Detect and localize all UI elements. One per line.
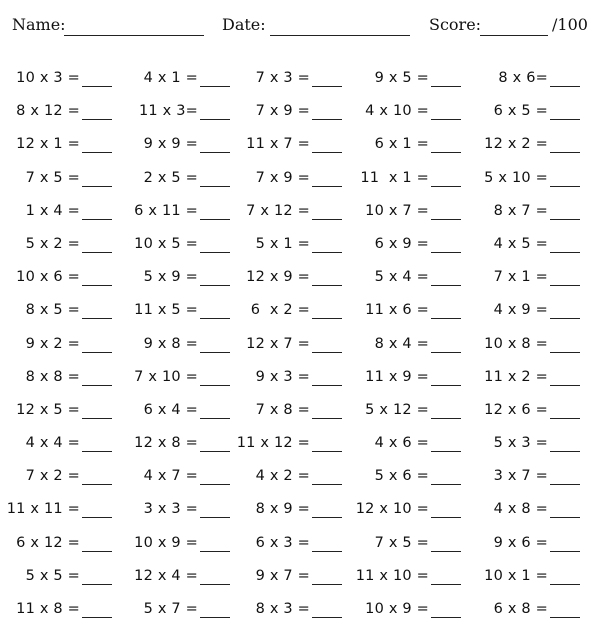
problem-cell [468, 164, 586, 197]
answer-blank[interactable] [200, 385, 230, 386]
answer-blank[interactable] [82, 352, 112, 353]
problem-cell [230, 529, 348, 562]
problem-cell [0, 495, 118, 528]
problem-cell [349, 429, 467, 462]
problem-expression: 12 x 2 = [484, 136, 548, 153]
problem-row [0, 263, 600, 296]
problem-cell [468, 64, 586, 97]
problem-row [0, 462, 600, 495]
problem-expression: 5 x 7 = [143, 601, 198, 617]
problem-row [0, 562, 600, 595]
problem-cell [118, 529, 236, 562]
answer-blank[interactable] [550, 285, 580, 286]
answer-blank[interactable] [312, 517, 342, 518]
answer-blank[interactable] [200, 186, 230, 187]
answer-blank[interactable] [200, 86, 230, 87]
problem-cell [349, 396, 467, 429]
answer-blank[interactable] [200, 551, 230, 552]
problem-cell [118, 97, 236, 130]
problem-expression: 8 x 9 = [255, 501, 310, 518]
answer-blank[interactable] [312, 152, 342, 153]
answer-blank[interactable] [431, 252, 461, 253]
answer-blank[interactable] [82, 517, 112, 518]
problem-expression: 6 x 4 = [143, 401, 198, 418]
answer-blank[interactable] [550, 119, 580, 120]
answer-blank[interactable] [82, 484, 112, 485]
answer-blank[interactable] [312, 617, 342, 618]
answer-blank[interactable] [200, 352, 230, 353]
problem-cell [118, 164, 236, 197]
problem-cell [230, 64, 348, 97]
score-field[interactable] [480, 35, 548, 36]
answer-blank[interactable] [431, 285, 461, 286]
answer-blank[interactable] [312, 252, 342, 253]
problem-row [0, 164, 600, 197]
answer-blank[interactable] [312, 352, 342, 353]
problem-expression: 12 x 10 = [355, 501, 429, 518]
answer-blank[interactable] [312, 119, 342, 120]
problem-cell [118, 64, 236, 97]
answer-blank[interactable] [550, 617, 580, 618]
problem-cell [468, 97, 586, 130]
problem-cell [349, 330, 467, 363]
problem-cell [349, 64, 467, 97]
answer-blank[interactable] [82, 252, 112, 253]
problem-cell [230, 495, 348, 528]
problem-expression: 6 x 1 = [374, 136, 429, 153]
problem-expression: 5 x 4 = [374, 269, 429, 286]
problem-cell [118, 230, 236, 263]
problem-cell [349, 495, 467, 528]
problem-cell [230, 97, 348, 130]
problem-cell [0, 64, 118, 97]
problem-cell [118, 429, 236, 462]
problem-expression: 9 x 9 = [143, 136, 198, 153]
problem-cell [349, 529, 467, 562]
problem-expression: 8 x 5 = [25, 302, 80, 319]
problem-cell [118, 263, 236, 296]
answer-blank[interactable] [200, 152, 230, 153]
answer-blank[interactable] [200, 517, 230, 518]
worksheet-header [12, 14, 592, 40]
answer-blank[interactable] [82, 584, 112, 585]
problem-cell [468, 330, 586, 363]
problem-cell [0, 396, 118, 429]
problem-cell [0, 429, 118, 462]
problem-cell [0, 197, 118, 230]
problem-cell [230, 230, 348, 263]
problem-cell [468, 197, 586, 230]
problem-row [0, 529, 600, 562]
problem-expression: 11 x 6 = [365, 302, 429, 319]
answer-blank[interactable] [82, 617, 112, 618]
answer-blank[interactable] [82, 219, 112, 220]
problem-row [0, 296, 600, 329]
answer-blank[interactable] [82, 551, 112, 552]
answer-blank[interactable] [312, 584, 342, 585]
problem-expression: 11 x 7 = [246, 136, 310, 153]
problem-expression: 4 x 6 = [374, 435, 429, 452]
problem-cell [0, 330, 118, 363]
problem-expression: 7 x 1 = [493, 269, 548, 286]
problem-expression: 12 x 1 = [16, 136, 80, 153]
problem-cell [230, 363, 348, 396]
problem-expression: 7 x 12 = [246, 202, 310, 219]
answer-blank[interactable] [312, 186, 342, 187]
problem-expression: 6 x 11 = [134, 202, 198, 219]
problem-expression: 6 x 5 = [493, 103, 548, 120]
problem-grid [0, 64, 600, 628]
problem-cell [349, 230, 467, 263]
answer-blank[interactable] [431, 152, 461, 153]
problem-expression: 5 x 1 = [255, 235, 310, 252]
answer-blank[interactable] [431, 584, 461, 585]
problem-expression: 4 x 5 = [493, 235, 548, 252]
problem-expression: 5 x 3 = [493, 435, 548, 452]
problem-expression: 5 x 9 = [143, 269, 198, 286]
name-label: Name: [12, 15, 66, 34]
problem-cell [0, 130, 118, 163]
problem-expression: 5 x 12 = [365, 401, 429, 418]
date-label: Date: [222, 15, 266, 34]
problem-cell [349, 562, 467, 595]
problem-expression: 9 x 6 = [493, 534, 548, 551]
problem-cell [118, 363, 236, 396]
problem-cell [468, 562, 586, 595]
problem-expression: 10 x 6 = [16, 269, 80, 286]
problem-cell [230, 562, 348, 595]
problem-expression: 10 x 7 = [365, 202, 429, 219]
problem-expression: 8 x 8 = [25, 368, 80, 385]
answer-blank[interactable] [431, 484, 461, 485]
problem-expression: 9 x 2 = [25, 335, 80, 352]
problem-cell [468, 296, 586, 329]
answer-blank[interactable] [200, 584, 230, 585]
problem-expression: 4 x 1 = [143, 70, 198, 86]
answer-blank[interactable] [550, 517, 580, 518]
answer-blank[interactable] [550, 318, 580, 319]
answer-blank[interactable] [550, 86, 580, 87]
answer-blank[interactable] [550, 186, 580, 187]
answer-blank[interactable] [312, 484, 342, 485]
answer-blank[interactable] [82, 285, 112, 286]
problem-expression: 11 x 1 = [360, 169, 429, 186]
score-total: /100 [552, 15, 588, 34]
problem-cell [0, 230, 118, 263]
problem-cell [118, 396, 236, 429]
answer-blank[interactable] [82, 152, 112, 153]
answer-blank[interactable] [200, 418, 230, 419]
problem-cell [230, 296, 348, 329]
problem-cell [230, 130, 348, 163]
answer-blank[interactable] [431, 418, 461, 419]
problem-expression: 2 x 5 = [143, 169, 198, 186]
answer-blank[interactable] [200, 451, 230, 452]
problem-cell [230, 164, 348, 197]
answer-blank[interactable] [82, 385, 112, 386]
answer-blank[interactable] [431, 186, 461, 187]
problem-cell [468, 396, 586, 429]
problem-cell [349, 97, 467, 130]
problem-expression: 8 x 3 = [255, 601, 310, 617]
problem-expression: 4 x 4 = [25, 435, 80, 452]
problem-expression: 6 x 9 = [374, 235, 429, 252]
answer-blank[interactable] [550, 252, 580, 253]
problem-expression: 5 x 5 = [25, 567, 80, 584]
answer-blank[interactable] [550, 418, 580, 419]
problem-expression: 8 x 6= [498, 70, 548, 86]
problem-expression: 10 x 5 = [134, 235, 198, 252]
answer-blank[interactable] [550, 152, 580, 153]
problem-expression: 7 x 10 = [134, 368, 198, 385]
problem-cell [468, 363, 586, 396]
answer-blank[interactable] [82, 86, 112, 87]
problem-cell [349, 130, 467, 163]
answer-blank[interactable] [550, 451, 580, 452]
problem-cell [230, 263, 348, 296]
problem-row [0, 330, 600, 363]
problem-expression: 4 x 9 = [493, 302, 548, 319]
problem-cell [349, 197, 467, 230]
problem-expression: 11 x 2 = [484, 368, 548, 385]
problem-expression: 10 x 3 = [16, 70, 80, 86]
problem-expression: 6 x 3 = [255, 534, 310, 551]
problem-expression: 11 x 12 = [236, 435, 310, 452]
answer-blank[interactable] [431, 119, 461, 120]
problem-expression: 9 x 5 = [374, 70, 429, 86]
problem-expression: 11 x 11 = [6, 501, 80, 518]
problem-cell [349, 296, 467, 329]
answer-blank[interactable] [312, 219, 342, 220]
answer-blank[interactable] [431, 86, 461, 87]
problem-expression: 12 x 8 = [134, 435, 198, 452]
problem-cell [118, 495, 236, 528]
answer-blank[interactable] [312, 318, 342, 319]
problem-cell [349, 363, 467, 396]
answer-blank[interactable] [200, 318, 230, 319]
problem-cell [468, 230, 586, 263]
problem-cell [230, 429, 348, 462]
problem-expression: 4 x 7 = [143, 468, 198, 485]
problem-row [0, 396, 600, 429]
answer-blank[interactable] [550, 385, 580, 386]
problem-cell [468, 462, 586, 495]
problem-expression: 4 x 8 = [493, 501, 548, 518]
answer-blank[interactable] [82, 186, 112, 187]
problem-cell [0, 97, 118, 130]
problem-cell [0, 263, 118, 296]
answer-blank[interactable] [431, 385, 461, 386]
answer-blank[interactable] [550, 584, 580, 585]
problem-expression: 7 x 5 = [374, 534, 429, 551]
answer-blank[interactable] [312, 86, 342, 87]
problem-expression: 10 x 1 = [484, 567, 548, 584]
problem-expression: 5 x 6 = [374, 468, 429, 485]
answer-blank[interactable] [200, 219, 230, 220]
problem-expression: 12 x 9 = [246, 269, 310, 286]
problem-expression: 6 x 2 = [250, 302, 310, 319]
problem-cell [118, 197, 236, 230]
problem-row [0, 495, 600, 528]
problem-expression: 6 x 12 = [16, 534, 80, 551]
problem-expression: 11 x 3= [138, 103, 198, 120]
score-label: Score: [429, 15, 482, 34]
problem-expression: 8 x 7 = [493, 202, 548, 219]
answer-blank[interactable] [431, 517, 461, 518]
problem-expression: 7 x 9 = [255, 169, 310, 186]
problem-cell [118, 296, 236, 329]
problem-expression: 10 x 9 = [365, 601, 429, 617]
problem-expression: 12 x 7 = [246, 335, 310, 352]
answer-blank[interactable] [431, 318, 461, 319]
problem-expression: 9 x 8 = [143, 335, 198, 352]
date-field[interactable] [270, 35, 410, 36]
problem-cell [118, 562, 236, 595]
problem-row [0, 97, 600, 130]
problem-cell [230, 396, 348, 429]
problem-expression: 11 x 5 = [134, 302, 198, 319]
problem-expression: 3 x 7 = [493, 468, 548, 485]
problem-cell [0, 296, 118, 329]
problem-cell [0, 462, 118, 495]
problem-row [0, 130, 600, 163]
problem-cell [118, 130, 236, 163]
answer-blank[interactable] [82, 318, 112, 319]
problem-expression: 9 x 7 = [255, 567, 310, 584]
answer-blank[interactable] [550, 219, 580, 220]
problem-cell [0, 363, 118, 396]
problem-row [0, 64, 600, 97]
problem-row [0, 197, 600, 230]
problem-expression: 4 x 2 = [255, 468, 310, 485]
problem-row [0, 429, 600, 462]
problem-cell [349, 164, 467, 197]
problem-expression: 11 x 8 = [16, 601, 80, 617]
answer-blank[interactable] [550, 484, 580, 485]
answer-blank[interactable] [312, 551, 342, 552]
answer-blank[interactable] [550, 551, 580, 552]
answer-blank[interactable] [431, 219, 461, 220]
problem-cell [349, 263, 467, 296]
problem-cell [118, 330, 236, 363]
problem-row [0, 230, 600, 263]
problem-cell [0, 529, 118, 562]
answer-blank[interactable] [312, 385, 342, 386]
name-field[interactable] [64, 35, 204, 36]
problem-cell [230, 462, 348, 495]
problem-expression: 11 x 9 = [365, 368, 429, 385]
problem-cell [468, 263, 586, 296]
problem-expression: 7 x 9 = [255, 103, 310, 120]
answer-blank[interactable] [82, 418, 112, 419]
problem-cell [118, 462, 236, 495]
problem-cell [0, 562, 118, 595]
answer-blank[interactable] [431, 551, 461, 552]
problem-expression: 12 x 5 = [16, 401, 80, 418]
problem-expression: 5 x 2 = [25, 235, 80, 252]
answer-blank[interactable] [82, 119, 112, 120]
problem-cell [468, 130, 586, 163]
problem-expression: 10 x 8 = [484, 335, 548, 352]
problem-expression: 8 x 4 = [374, 335, 429, 352]
problem-cell [468, 495, 586, 528]
answer-blank[interactable] [550, 352, 580, 353]
problem-cell [349, 462, 467, 495]
answer-blank[interactable] [200, 484, 230, 485]
problem-expression: 9 x 3 = [255, 368, 310, 385]
answer-blank[interactable] [431, 352, 461, 353]
problem-cell [230, 197, 348, 230]
answer-blank[interactable] [200, 285, 230, 286]
problem-expression: 8 x 12 = [16, 103, 80, 120]
problem-expression: 4 x 10 = [365, 103, 429, 120]
problem-cell [468, 529, 586, 562]
problem-expression: 5 x 10 = [484, 169, 548, 186]
problem-cell [230, 330, 348, 363]
problem-expression: 3 x 3 = [143, 501, 198, 518]
problem-expression: 11 x 10 = [355, 567, 429, 584]
problem-cell [0, 164, 118, 197]
answer-blank[interactable] [312, 451, 342, 452]
answer-blank[interactable] [200, 617, 230, 618]
answer-blank[interactable] [82, 451, 112, 452]
answer-blank[interactable] [312, 418, 342, 419]
problem-row [0, 363, 600, 396]
problem-expression: 7 x 5 = [25, 169, 80, 186]
answer-blank[interactable] [431, 451, 461, 452]
problem-expression: 7 x 3 = [255, 70, 310, 86]
problem-expression: 12 x 6 = [484, 401, 548, 418]
problem-cell [468, 429, 586, 462]
answer-blank[interactable] [200, 119, 230, 120]
problem-expression: 6 x 8 = [493, 601, 548, 617]
answer-blank[interactable] [312, 285, 342, 286]
problem-expression: 12 x 4 = [134, 567, 198, 584]
answer-blank[interactable] [200, 252, 230, 253]
problem-expression: 7 x 8 = [255, 401, 310, 418]
problem-expression: 7 x 2 = [25, 468, 80, 485]
answer-blank[interactable] [431, 617, 461, 618]
problem-expression: 1 x 4 = [25, 202, 80, 219]
problem-expression: 10 x 9 = [134, 534, 198, 551]
